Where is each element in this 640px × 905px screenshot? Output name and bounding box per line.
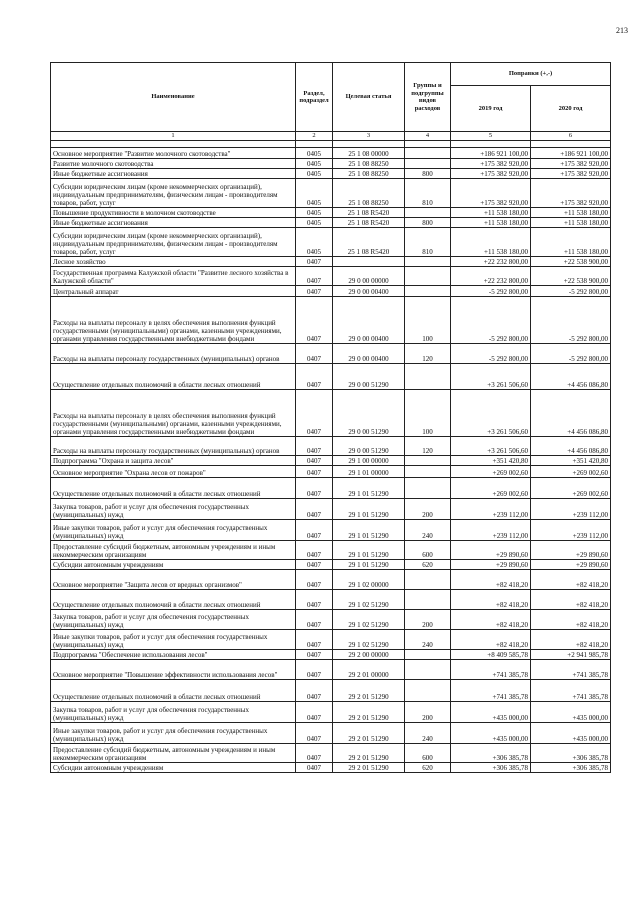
row-expense-group: 240 <box>405 630 451 650</box>
row-amount-2019: +175 382 920,00 <box>451 179 531 208</box>
table-row <box>51 744 611 763</box>
row-expense-group: 810 <box>405 228 451 257</box>
row-name: Центральный аппарат <box>51 286 296 297</box>
row-section: 0407 <box>296 702 333 723</box>
row-section: 0407 <box>296 570 333 590</box>
row-amount-2020: +11 538 180,00 <box>531 208 611 218</box>
row-expense-group <box>405 267 451 286</box>
row-amount-2020: +239 112,00 <box>531 520 611 541</box>
row-target-article: 29 1 01 51290 <box>333 560 405 570</box>
row-amount-2020: +29 890,60 <box>531 541 611 560</box>
row-name: Расходы на выплаты персоналу в целях обеспечения выполнения функций государственными (муниципальными) органами, казенными учреждениями, органами управления государственными внебюджетными фондами <box>51 390 296 437</box>
row-name: Расходы на выплаты персоналу в целях обеспечения выполнения функций государственными (муниципальными) органами, казенными учреждениями, органами управления государственными внебюджетными фондами <box>51 297 296 344</box>
row-amount-2019: +741 385,78 <box>451 660 531 680</box>
row-section: 0405 <box>296 159 333 169</box>
row-section: 0407 <box>296 364 333 390</box>
row-amount-2019: +11 538 180,00 <box>451 228 531 257</box>
row-name: Подпрограмма "Охрана и защита лесов" <box>51 456 296 466</box>
table-row <box>51 660 611 680</box>
row-amount-2020: +175 382 920,00 <box>531 169 611 179</box>
row-amount-2020: +239 112,00 <box>531 499 611 520</box>
row-section: 0407 <box>296 456 333 466</box>
row-target-article: 25 1 08 R5420 <box>333 228 405 257</box>
row-section: 0407 <box>296 520 333 541</box>
row-target-article: 29 0 00 00400 <box>333 286 405 297</box>
row-target-article: 29 1 02 51290 <box>333 630 405 650</box>
row-name: Осуществление отдельных полномочий в области лесных отношений <box>51 680 296 702</box>
header-groups: Группы и подгруппы видов расходов <box>405 63 451 132</box>
row-expense-group <box>405 148 451 159</box>
row-amount-2019: -5 292 800,00 <box>451 286 531 297</box>
row-target-article: 29 0 00 51290 <box>333 437 405 456</box>
row-section: 0407 <box>296 344 333 364</box>
column-index-row <box>51 132 611 141</box>
table-row <box>51 390 611 437</box>
table-row <box>51 159 611 169</box>
row-name: Субсидии автономным учреждениям <box>51 763 296 773</box>
row-amount-2019: +3 261 506,60 <box>451 364 531 390</box>
column-index: 3 <box>333 132 405 141</box>
table-row <box>51 257 611 267</box>
row-amount-2020: +741 385,78 <box>531 680 611 702</box>
row-expense-group <box>405 456 451 466</box>
row-expense-group: 620 <box>405 763 451 773</box>
row-amount-2019: +306 385,78 <box>451 763 531 773</box>
row-amount-2019: +741 385,78 <box>451 680 531 702</box>
row-name: Расходы на выплаты персоналу государственных (муниципальных) органов <box>51 437 296 456</box>
row-amount-2020: +186 921 100,00 <box>531 148 611 159</box>
row-section: 0407 <box>296 723 333 744</box>
row-name: Расходы на выплаты персоналу государственных (муниципальных) органов <box>51 344 296 364</box>
column-index: 2 <box>296 132 333 141</box>
row-amount-2020: +82 418,20 <box>531 630 611 650</box>
row-section: 0407 <box>296 390 333 437</box>
row-target-article: 29 1 01 51290 <box>333 478 405 499</box>
row-amount-2019: +239 112,00 <box>451 499 531 520</box>
table-row <box>51 723 611 744</box>
row-section: 0407 <box>296 297 333 344</box>
row-section: 0407 <box>296 437 333 456</box>
row-expense-group: 600 <box>405 541 451 560</box>
row-section: 0407 <box>296 466 333 478</box>
row-expense-group: 240 <box>405 723 451 744</box>
row-name: Иные закупки товаров, работ и услуг для обеспечения государственных (муниципальных) нужд <box>51 630 296 650</box>
row-expense-group: 620 <box>405 560 451 570</box>
row-name: Подпрограмма "Обеспечение использования лесов" <box>51 650 296 660</box>
header-target: Целевая статья <box>333 63 405 132</box>
row-section: 0405 <box>296 208 333 218</box>
table-row <box>51 570 611 590</box>
row-section: 0407 <box>296 610 333 630</box>
row-section: 0405 <box>296 179 333 208</box>
row-section: 0407 <box>296 660 333 680</box>
row-amount-2020: +175 382 920,00 <box>531 179 611 208</box>
row-name: Закупка товаров, работ и услуг для обеспечения государственных (муниципальных) нужд <box>51 610 296 630</box>
row-name: Основное мероприятие "Развитие молочного скотоводства" <box>51 148 296 159</box>
row-amount-2019: +11 538 180,00 <box>451 208 531 218</box>
row-amount-2019: +351 420,80 <box>451 456 531 466</box>
row-amount-2019: +435 000,00 <box>451 702 531 723</box>
row-name: Осуществление отдельных полномочий в области лесных отношений <box>51 364 296 390</box>
row-target-article: 29 1 01 51290 <box>333 499 405 520</box>
row-section: 0407 <box>296 499 333 520</box>
row-amount-2019: +175 382 920,00 <box>451 159 531 169</box>
table-row <box>51 466 611 478</box>
column-index: 4 <box>405 132 451 141</box>
table-body <box>51 148 611 773</box>
row-name: Иные бюджетные ассигнования <box>51 169 296 179</box>
row-expense-group <box>405 680 451 702</box>
header-2019: 2019 год <box>451 86 531 132</box>
table-row <box>51 610 611 630</box>
row-expense-group: 200 <box>405 702 451 723</box>
row-amount-2019: +239 112,00 <box>451 520 531 541</box>
row-name: Основное мероприятие "Охрана лесов от пожаров" <box>51 466 296 478</box>
row-target-article: 29 2 01 51290 <box>333 680 405 702</box>
row-expense-group: 600 <box>405 744 451 763</box>
row-target-article: 29 2 01 51290 <box>333 763 405 773</box>
row-section: 0407 <box>296 680 333 702</box>
row-name: Субсидии автономным учреждениям <box>51 560 296 570</box>
row-amount-2020: +82 418,20 <box>531 590 611 610</box>
row-amount-2020: +175 382 920,00 <box>531 159 611 169</box>
row-target-article: 29 2 01 51290 <box>333 744 405 763</box>
row-name: Лесное хозяйство <box>51 257 296 267</box>
table-row <box>51 560 611 570</box>
row-target-article: 29 1 02 51290 <box>333 610 405 630</box>
row-amount-2019: +435 000,00 <box>451 723 531 744</box>
row-amount-2020: +269 002,60 <box>531 478 611 499</box>
row-target-article: 29 2 01 51290 <box>333 723 405 744</box>
table-row <box>51 208 611 218</box>
row-name: Осуществление отдельных полномочий в области лесных отношений <box>51 478 296 499</box>
header-name: Наименование <box>51 63 296 132</box>
row-target-article: 25 1 08 00000 <box>333 148 405 159</box>
header-changes: Поправки (+,-) <box>451 63 611 86</box>
table-row <box>51 297 611 344</box>
row-section: 0407 <box>296 744 333 763</box>
row-target-article: 29 1 02 51290 <box>333 590 405 610</box>
row-target-article: 29 0 00 51290 <box>333 390 405 437</box>
row-amount-2019: +11 538 180,00 <box>451 218 531 228</box>
row-target-article: 29 1 00 00000 <box>333 456 405 466</box>
row-section: 0405 <box>296 148 333 159</box>
row-amount-2019: -5 292 800,00 <box>451 344 531 364</box>
row-target-article: 29 2 01 51290 <box>333 702 405 723</box>
row-name: Закупка товаров, работ и услуг для обеспечения государственных (муниципальных) нужд <box>51 499 296 520</box>
row-target-article: 29 1 01 51290 <box>333 541 405 560</box>
row-target-article: 29 1 01 00000 <box>333 466 405 478</box>
header-2020: 2020 год <box>531 86 611 132</box>
row-amount-2019: +269 002,60 <box>451 478 531 499</box>
table-row <box>51 364 611 390</box>
row-amount-2019: +175 382 920,00 <box>451 169 531 179</box>
table-row <box>51 286 611 297</box>
column-index: 5 <box>451 132 531 141</box>
row-expense-group <box>405 590 451 610</box>
table-row <box>51 228 611 257</box>
row-amount-2019: +82 418,20 <box>451 570 531 590</box>
row-section: 0405 <box>296 228 333 257</box>
row-amount-2020: +4 456 086,80 <box>531 364 611 390</box>
row-amount-2020: +4 456 086,80 <box>531 390 611 437</box>
row-expense-group <box>405 650 451 660</box>
row-expense-group <box>405 257 451 267</box>
row-amount-2020: -5 292 800,00 <box>531 286 611 297</box>
header-section: Раздел, подраздел <box>296 63 333 132</box>
row-expense-group: 800 <box>405 218 451 228</box>
row-name: Основное мероприятие "Повышение эффективности использования лесов" <box>51 660 296 680</box>
row-name: Предоставление субсидий бюджетным, автономным учреждениям и иным некоммерческим организациям <box>51 541 296 560</box>
row-name: Иные закупки товаров, работ и услуг для обеспечения государственных (муниципальных) нужд <box>51 520 296 541</box>
row-expense-group: 100 <box>405 297 451 344</box>
row-section: 0405 <box>296 218 333 228</box>
row-amount-2020: +22 538 900,00 <box>531 257 611 267</box>
row-amount-2019: +29 890,60 <box>451 541 531 560</box>
row-amount-2020: +269 002,60 <box>531 466 611 478</box>
row-amount-2019: +8 409 585,78 <box>451 650 531 660</box>
row-target-article: 29 1 02 00000 <box>333 570 405 590</box>
row-name: Повышение продуктивности в молочном скотоводстве <box>51 208 296 218</box>
row-section: 0407 <box>296 763 333 773</box>
table-row <box>51 456 611 466</box>
row-target-article: 29 0 00 00400 <box>333 344 405 364</box>
row-expense-group: 810 <box>405 179 451 208</box>
row-expense-group: 800 <box>405 169 451 179</box>
row-name: Закупка товаров, работ и услуг для обеспечения государственных (муниципальных) нужд <box>51 702 296 723</box>
row-expense-group: 100 <box>405 390 451 437</box>
row-amount-2019: +82 418,20 <box>451 630 531 650</box>
table-row <box>51 344 611 364</box>
column-index: 6 <box>531 132 611 141</box>
row-expense-group <box>405 364 451 390</box>
row-amount-2019: +82 418,20 <box>451 610 531 630</box>
row-amount-2020: +29 890,60 <box>531 560 611 570</box>
row-name: Развитие молочного скотоводства <box>51 159 296 169</box>
row-name: Государственная программа Калужской области "Развитие лесного хозяйства в Калужской области" <box>51 267 296 286</box>
row-name: Предоставление субсидий бюджетным, автономным учреждениям и иным некоммерческим организациям <box>51 744 296 763</box>
row-amount-2020: +351 420,80 <box>531 456 611 466</box>
row-expense-group <box>405 570 451 590</box>
table-row <box>51 179 611 208</box>
row-name: Субсидии юридическим лицам (кроме некоммерческих организаций), индивидуальным предпринимателям, физическим лицам - производителям товаров, работ, услуг <box>51 228 296 257</box>
row-amount-2020: +306 385,78 <box>531 744 611 763</box>
row-expense-group <box>405 478 451 499</box>
table-row <box>51 680 611 702</box>
row-amount-2020: +741 385,78 <box>531 660 611 680</box>
table-row <box>51 148 611 159</box>
row-expense-group <box>405 208 451 218</box>
row-expense-group <box>405 466 451 478</box>
row-amount-2019: +3 261 506,60 <box>451 437 531 456</box>
row-amount-2019: +82 418,20 <box>451 590 531 610</box>
spacer-row <box>51 141 611 148</box>
row-amount-2020: +11 538 180,00 <box>531 218 611 228</box>
row-amount-2020: +435 000,00 <box>531 723 611 744</box>
row-target-article: 29 0 00 51290 <box>333 364 405 390</box>
row-section: 0407 <box>296 590 333 610</box>
row-section: 0407 <box>296 560 333 570</box>
row-amount-2019: +22 232 800,00 <box>451 267 531 286</box>
row-expense-group: 200 <box>405 610 451 630</box>
row-target-article: 25 1 08 R5420 <box>333 208 405 218</box>
row-name: Осуществление отдельных полномочий в области лесных отношений <box>51 590 296 610</box>
row-section: 0407 <box>296 286 333 297</box>
table-row <box>51 169 611 179</box>
row-amount-2019: +269 002,60 <box>451 466 531 478</box>
row-target-article <box>333 257 405 267</box>
row-amount-2019: -5 292 800,00 <box>451 297 531 344</box>
row-expense-group <box>405 286 451 297</box>
row-section: 0407 <box>296 541 333 560</box>
table-row <box>51 478 611 499</box>
row-section: 0407 <box>296 267 333 286</box>
row-amount-2019: +22 232 800,00 <box>451 257 531 267</box>
row-amount-2020: +306 385,78 <box>531 763 611 773</box>
budget-amendments-table <box>50 62 611 773</box>
row-amount-2020: +82 418,20 <box>531 570 611 590</box>
row-section: 0407 <box>296 478 333 499</box>
page-number: 213 <box>616 26 628 35</box>
table-row <box>51 520 611 541</box>
row-target-article: 29 1 01 51290 <box>333 520 405 541</box>
row-amount-2019: +3 261 506,60 <box>451 390 531 437</box>
row-name: Иные бюджетные ассигнования <box>51 218 296 228</box>
row-name: Основное мероприятие "Защита лесов от вредных организмов" <box>51 570 296 590</box>
table-row <box>51 267 611 286</box>
table-row <box>51 499 611 520</box>
row-amount-2020: +11 538 180,00 <box>531 228 611 257</box>
row-expense-group: 120 <box>405 344 451 364</box>
row-expense-group: 240 <box>405 520 451 541</box>
table-row <box>51 702 611 723</box>
column-index: 1 <box>51 132 296 141</box>
row-amount-2020: +22 538 900,00 <box>531 267 611 286</box>
row-target-article: 25 1 08 88250 <box>333 159 405 169</box>
row-amount-2020: -5 292 800,00 <box>531 297 611 344</box>
row-target-article: 29 2 00 00000 <box>333 650 405 660</box>
row-section: 0407 <box>296 630 333 650</box>
row-amount-2020: +82 418,20 <box>531 610 611 630</box>
row-amount-2020: +2 941 985,78 <box>531 650 611 660</box>
row-target-article: 29 2 01 00000 <box>333 660 405 680</box>
row-expense-group: 200 <box>405 499 451 520</box>
row-section: 0407 <box>296 257 333 267</box>
row-amount-2019: +29 890,60 <box>451 560 531 570</box>
row-target-article: 29 0 00 00400 <box>333 297 405 344</box>
row-section: 0407 <box>296 650 333 660</box>
header-row <box>51 63 611 86</box>
row-section: 0405 <box>296 169 333 179</box>
row-expense-group <box>405 660 451 680</box>
row-target-article: 25 1 08 88250 <box>333 169 405 179</box>
row-expense-group: 120 <box>405 437 451 456</box>
row-name: Субсидии юридическим лицам (кроме некоммерческих организаций), индивидуальным предпринимателям, физическим лицам - производителям товаров, работ, услуг <box>51 179 296 208</box>
row-expense-group <box>405 159 451 169</box>
row-target-article: 29 0 00 00000 <box>333 267 405 286</box>
table-row <box>51 650 611 660</box>
row-target-article: 25 1 08 R5420 <box>333 218 405 228</box>
row-amount-2020: +4 456 086,80 <box>531 437 611 456</box>
table-row <box>51 541 611 560</box>
table-row <box>51 218 611 228</box>
table-row <box>51 590 611 610</box>
table-row <box>51 630 611 650</box>
row-name: Иные закупки товаров, работ и услуг для обеспечения государственных (муниципальных) нужд <box>51 723 296 744</box>
row-target-article: 25 1 08 88250 <box>333 179 405 208</box>
table-row <box>51 437 611 456</box>
row-amount-2020: -5 292 800,00 <box>531 344 611 364</box>
table-row <box>51 763 611 773</box>
row-amount-2020: +435 000,00 <box>531 702 611 723</box>
row-amount-2019: +186 921 100,00 <box>451 148 531 159</box>
row-amount-2019: +306 385,78 <box>451 744 531 763</box>
